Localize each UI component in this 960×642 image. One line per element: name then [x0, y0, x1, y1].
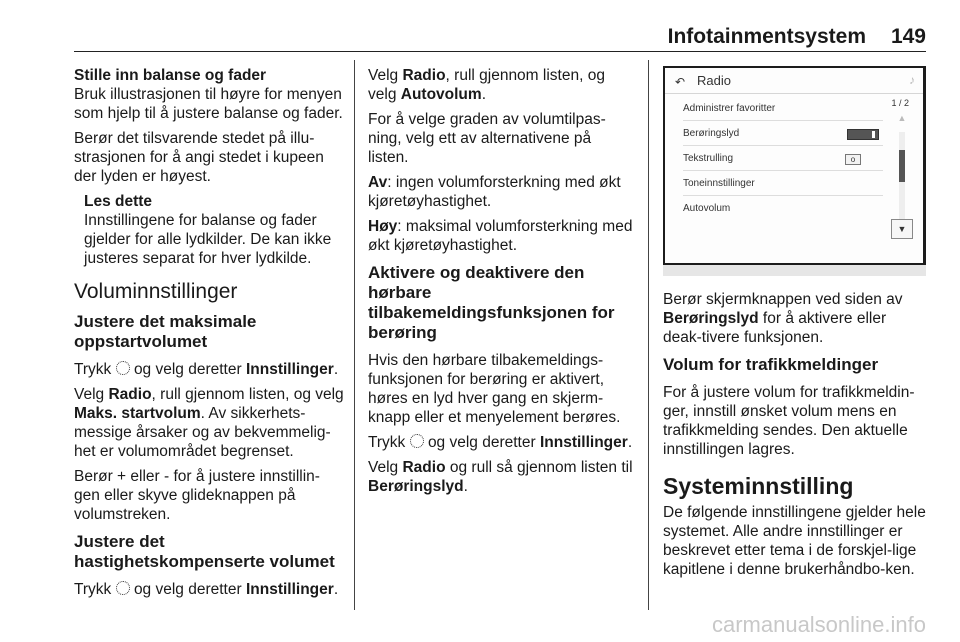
text-bold: Radio: [402, 459, 446, 476]
menu-item-label: Toneinnstillinger: [683, 178, 755, 189]
note-text: Innstillingene for balanse og fader gjelder for alle lydkilder. De kan ikke justeres separat for hver lydkilde.: [84, 212, 332, 267]
paragraph: [368, 173, 634, 211]
menu-item[interactable]: [683, 173, 883, 196]
column-left: [74, 66, 344, 605]
column-divider: [648, 60, 649, 610]
text-bold: Berøringslyd: [663, 310, 759, 327]
back-arrow-icon[interactable]: ↶: [675, 75, 686, 89]
text-bold: Innstillinger: [245, 581, 334, 598]
menu-item[interactable]: [683, 123, 883, 146]
text-bold: Innstillinger: [245, 361, 334, 378]
text-bold: Berøringslyd: [368, 478, 464, 495]
gear-icon: [116, 361, 130, 375]
menu-item-label: Tekstrulling: [683, 153, 734, 164]
text: , rull gjennom listen, og velg: [151, 386, 344, 403]
paragraph: For å velge graden av volumtilpas-ning, velg ett av alternativene på listen.: [368, 111, 606, 166]
scrollbar-thumb[interactable]: [899, 150, 905, 182]
menu-item-label: Administrer favoritter: [683, 103, 776, 114]
paragraph: Velg Radio og rull så gjennom listen til Berøringslyd.: [368, 459, 633, 495]
infotainment-screen: [663, 66, 926, 265]
text-bold: Autovolum: [400, 86, 482, 103]
text: og velg deretter: [427, 434, 536, 451]
paragraph: Velg Radio, rull gjennom listen, og velg Autovolum.: [368, 67, 605, 103]
page-header: [74, 8, 926, 52]
menu-item[interactable]: [683, 148, 883, 171]
scrollbar[interactable]: [899, 132, 905, 232]
heading-touch-feedback: Aktivere og deaktivere den hørbare tilbakemeldingsfunksjonen for berøring: [368, 263, 615, 342]
note-box: [74, 192, 344, 268]
gear-icon: [410, 434, 424, 448]
text: : ingen volumforsterkning med økt kjøretøyhastighet.: [368, 174, 621, 210]
section-title: Infotainmentsystem: [667, 25, 866, 48]
text: og velg deretter: [133, 361, 242, 378]
text: Velg: [368, 67, 399, 84]
note-title: Les dette: [84, 193, 153, 210]
text: Trykk: [74, 361, 112, 378]
text: : maksimal volumforsterkning med økt kjøretøyhastighet.: [368, 218, 633, 254]
scroll-down-button[interactable]: ▼: [891, 219, 913, 239]
toggle-switch-off[interactable]: o: [845, 154, 861, 165]
text-bold: Høy: [368, 218, 398, 235]
text: Trykk: [368, 434, 406, 451]
scroll-up-icon[interactable]: ▲: [897, 113, 907, 123]
text-bold: Innstillinger: [539, 434, 628, 451]
heading-volume-settings: Voluminnstillinger: [74, 280, 238, 303]
paragraph: [368, 217, 634, 255]
paragraph: [74, 385, 344, 461]
screen-titlebar: [665, 68, 923, 94]
paragraph: For å justere volum for trafikkmeldin-ger, innstill ønsket volum mens en trafikkmelding sendes. Den aktuelle innstillingen lagres.: [663, 384, 915, 458]
heading-speed-compensated-volume: Justere det hastighetskompenserte volumet: [74, 532, 335, 571]
paragraph: Berør det tilsvarende stedet på illu-strasjonen for å angi stedet i kupeen der lyden er høyest.: [74, 130, 324, 185]
column-right: [663, 290, 927, 585]
paragraph: Trykk og velg deretter Innstillinger.: [368, 434, 633, 451]
text-bold: Radio: [108, 386, 152, 403]
text: Trykk: [74, 581, 112, 598]
text: Velg: [368, 459, 399, 476]
text-bold: Radio: [402, 67, 446, 84]
screen-illustration: [663, 66, 926, 276]
column-middle: [368, 66, 634, 502]
paragraph: [663, 290, 927, 347]
paragraph: Hvis den hørbare tilbakemeldings-funksjonen for berøring er aktivert, høres en lyd hver gang en skjerm-knapp eller et menyelement berøres.: [368, 352, 621, 426]
paragraph: Trykk og velg deretter Innstillinger.: [74, 581, 339, 598]
heading-traffic-volume: Volum for trafikkmeldinger: [663, 355, 879, 374]
text-bold: Maks. startvolum: [74, 405, 201, 422]
text: . Av sikkerhets-messige årsaker og av bekvemmelig-het er volumområdet begrenset.: [74, 405, 331, 460]
text: , rull gjennom listen, og velg: [368, 67, 605, 103]
text-bold: Av: [368, 174, 388, 191]
gear-icon: [116, 581, 130, 595]
text: Velg: [74, 386, 105, 403]
column-divider: [354, 60, 355, 610]
toggle-switch[interactable]: [847, 129, 879, 140]
text: for å aktivere eller deak-tivere funksjonen.: [663, 310, 887, 346]
menu-item[interactable]: [683, 198, 883, 220]
watermark: carmanualsonline.info: [711, 612, 926, 637]
heading-max-startup-volume: Justere det maksimale oppstartvolumet: [74, 312, 257, 351]
heading-system-settings: Systeminnstilling: [663, 473, 854, 499]
menu-item[interactable]: [683, 98, 883, 121]
screen-display: [665, 68, 923, 263]
music-note-icon: ♪: [909, 73, 915, 87]
text: og velg deretter: [133, 581, 242, 598]
page-indicator: 1 / 2: [891, 98, 909, 108]
paragraph: Berør + eller - for å justere innstillin-gen eller skyve glideknappen på volumstreken.: [74, 468, 320, 523]
paragraph: Trykk og velg deretter Innstillinger.: [74, 361, 339, 378]
text: og rull så gjennom listen til: [449, 459, 633, 476]
paragraph: Bruk illustrasjonen til høyre for menyen som hjelp til å justere balanse og fader.: [74, 86, 343, 122]
menu-item-label: Autovolum: [683, 203, 731, 214]
paragraph: De følgende innstillingene gjelder hele systemet. Alle andre innstillinger er beskrevet etter tema i de forskjel-lige kapitlene i denne brukerhåndbo-ken.: [663, 504, 926, 578]
page-number: 149: [890, 25, 926, 48]
heading-balance: Stille inn balanse og fader: [74, 67, 267, 84]
screen-title: Radio: [697, 73, 731, 88]
menu-item-label: Berøringslyd: [683, 128, 740, 139]
text: Berør skjermknappen ved siden av: [663, 291, 903, 308]
